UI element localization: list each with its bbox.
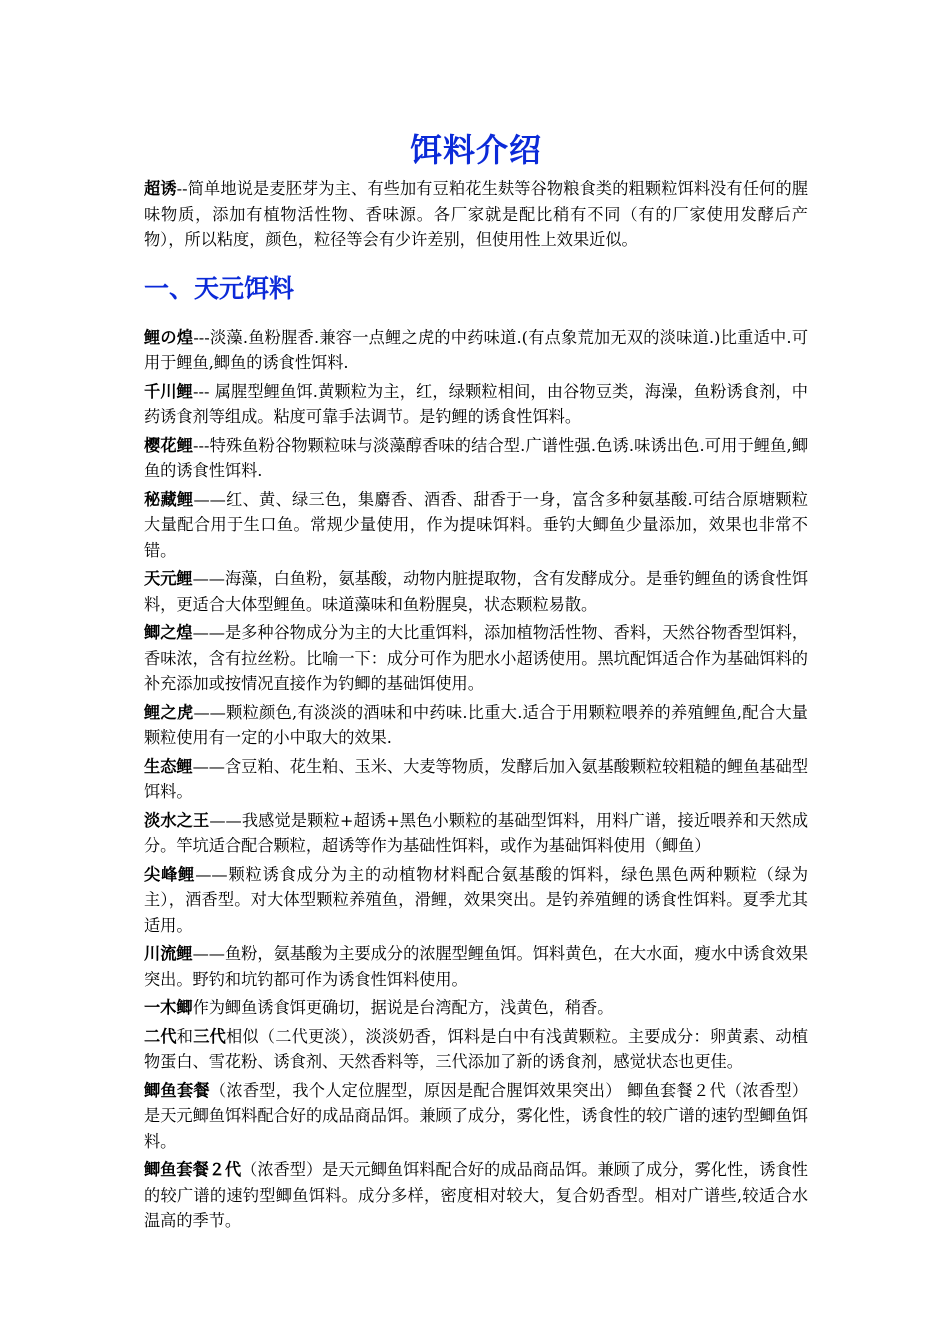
entry-shengtaili xyxy=(144,754,808,805)
entry-erdai-sandai xyxy=(144,1024,808,1075)
entry-text: ---淡藻.鱼粉腥香.兼容一点鲤之虎的中药味道.(有点象荒加无双的淡味道.)比重适中.可用于鲤鱼,鲫鱼的诱食性饵料. xyxy=(144,327,809,372)
entry-danshuizhiwang xyxy=(144,808,808,859)
entry-term: 川流鲤 xyxy=(144,944,193,963)
entry-term: 鲫鱼套餐 xyxy=(144,1080,210,1100)
entry-micangli xyxy=(144,487,808,564)
entry-qianchuanli xyxy=(144,379,808,430)
entry-term: 樱花鲤 xyxy=(144,435,194,455)
entry-term: 鲫鱼套餐２代 xyxy=(144,1160,242,1179)
document-title: 饵料介绍 xyxy=(409,131,542,169)
entry-text: ——颗粒颜色,有淡淡的酒味和中药味.比重大.适合于用颗粒喂养的养殖鲤鱼,配合大量颗粒使用有一定的小中取大的效果. xyxy=(144,702,808,747)
entry-term: 鲫之煌 xyxy=(144,623,193,642)
entry-text: ——红、黄、绿三色，集麝香、酒香、甜香于一身，富含多种氨基酸.可结合原塘颗粒大量配合用于生口鱼。常规少量使用，作为提味饵料。垂钓大鲫鱼少量添加，效果也非常不错。 xyxy=(144,489,808,560)
entry-liguang xyxy=(144,325,808,376)
entry-jizhihuang xyxy=(144,620,808,697)
entry-text: ——是多种谷物成分为主的大比重饵料，添加植物活性物、香料，天然谷物香型饵料，香味浓，含有拉丝粉。比喻一下：成分可作为肥水小超诱使用。黑坑配饵适合作为基础饵料的补充添加或按情况直接作为钓鲫的基础饵使用。 xyxy=(144,623,809,693)
entry-text: ——颗粒诱食成分为主的动植物材料配合氨基酸的饵料，绿色黑色两种颗粒（绿为主），酒香型。对大体型颗粒养殖鱼，滑鲤，效果突出。是钓养殖鲤的诱食性饵料。夏季尤其适用。 xyxy=(144,864,809,935)
entry-text: 相似（二代更淡），淡淡奶香，饵料是白中有浅黄颗粒。主要成分：卵黄素、动植物蛋白、雪花粉、诱食剂、天然香料等，三代添加了新的诱食剂，感觉状态也更佳。 xyxy=(144,1026,809,1071)
entry-term: 一木鲫 xyxy=(144,998,193,1017)
entry-term: 秘藏鲤 xyxy=(144,489,194,509)
entry-yimuji xyxy=(144,995,808,1021)
entry-term: 二代 xyxy=(144,1026,177,1046)
intro-text: --简单地说是麦胚芽为主、有些加有豆粕花生麸等谷物粮食类的粗颗粒饵料没有任何的腥味物质，添加有植物活性物、香味源。各厂家就是配比稍有不同（有的厂家使用发酵后产物），所以粘度，颜色，粒径等会有少许差别，但使用性上效果近似。 xyxy=(144,179,809,249)
entry-text: 作为鲫鱼诱食饵更确切，据说是台湾配方，浅黄色，稍香。 xyxy=(192,998,614,1017)
intro-paragraph xyxy=(144,176,808,253)
entry-lizhihu xyxy=(144,700,808,751)
entry-text: ---特殊鱼粉谷物颗粒味与淡藻醇香味的结合型.广谱性强.色诱.味诱出色.可用于鲤鱼,鲫鱼的诱食性饵料. xyxy=(144,435,809,480)
entry-term: 天元鲤 xyxy=(144,569,193,588)
entry-yinghuali xyxy=(144,433,808,484)
entry-jiyutaocan-2 xyxy=(144,1157,808,1234)
entry-text: --- 属腥型鲤鱼饵.黄颗粒为主，红，绿颗粒相间，由谷物豆类，海澡，鱼粉诱食剂，中药诱食剂等组成。粘度可靠手法调节。是钓鲤的诱食性饵料。 xyxy=(144,381,808,426)
entry-text: （浓香型）是天元鲫鱼饵料配合好的成品商品饵。兼顾了成分，雾化性，诱食性的较广谱的速钓型鲫鱼饵料。成分多样，密度相对较大，复合奶香型。相对广谱些,较适合水温高的季节。 xyxy=(144,1160,808,1230)
entry-text: ——海藻，白鱼粉，氨基酸，动物内脏提取物，含有发酵成分。是垂钓鲤鱼的诱食性饵料，更适合大体型鲤鱼。味道藻味和鱼粉腥臭，状态颗粒易散。 xyxy=(144,569,809,614)
entry-jiyutaocan xyxy=(144,1078,808,1155)
entry-term: 尖峰鲤 xyxy=(144,864,196,884)
entry-chuanliuli xyxy=(144,941,808,992)
entry-joiner: 和 xyxy=(176,1026,194,1046)
entry-term: 鲤之虎 xyxy=(144,702,194,722)
entry-term: 淡水之王 xyxy=(144,810,210,830)
entry-text: ——含豆粕、花生粕、玉米、大麦等物质，发酵后加入氨基酸颗粒较粗糙的鲤鱼基础型饵料。 xyxy=(144,756,809,801)
entry-term: 生态鲤 xyxy=(144,756,193,776)
entry-tianyuanli xyxy=(144,566,808,617)
intro-term: 超诱 xyxy=(144,179,177,198)
section-heading: 一、天元饵料 xyxy=(144,273,295,303)
entry-text: （浓香型，我个人定位腥型，原因是配合腥饵效果突出） 鲫鱼套餐２代（浓香型）是天元鲫鱼饵料配合好的成品商品饵。兼顾了成分，雾化性，诱食性的较广谱的速钓型鲫鱼饵料。 xyxy=(144,1080,808,1151)
entry-term-secondary: 三代 xyxy=(193,1026,226,1046)
entry-term: 千川鲤 xyxy=(144,381,194,401)
entry-text: ——鱼粉，氨基酸为主要成分的浓腥型鲤鱼饵。饵料黄色，在大水面，瘦水中诱食效果突出。野钓和坑钓都可作为诱食性饵料使用。 xyxy=(144,944,809,989)
entry-jianfengli xyxy=(144,862,808,939)
document-page xyxy=(144,128,808,1237)
entry-text: ——我感觉是颗粒+超诱+黑色小颗粒的基础型饵料，用料广谱，接近喂养和天然成分。竿坑适合配合颗粒，超诱等作为基础性饵料，或作为基础饵料使用（鲫鱼） xyxy=(144,810,809,855)
entry-term: 鲤の煌 xyxy=(144,327,194,347)
